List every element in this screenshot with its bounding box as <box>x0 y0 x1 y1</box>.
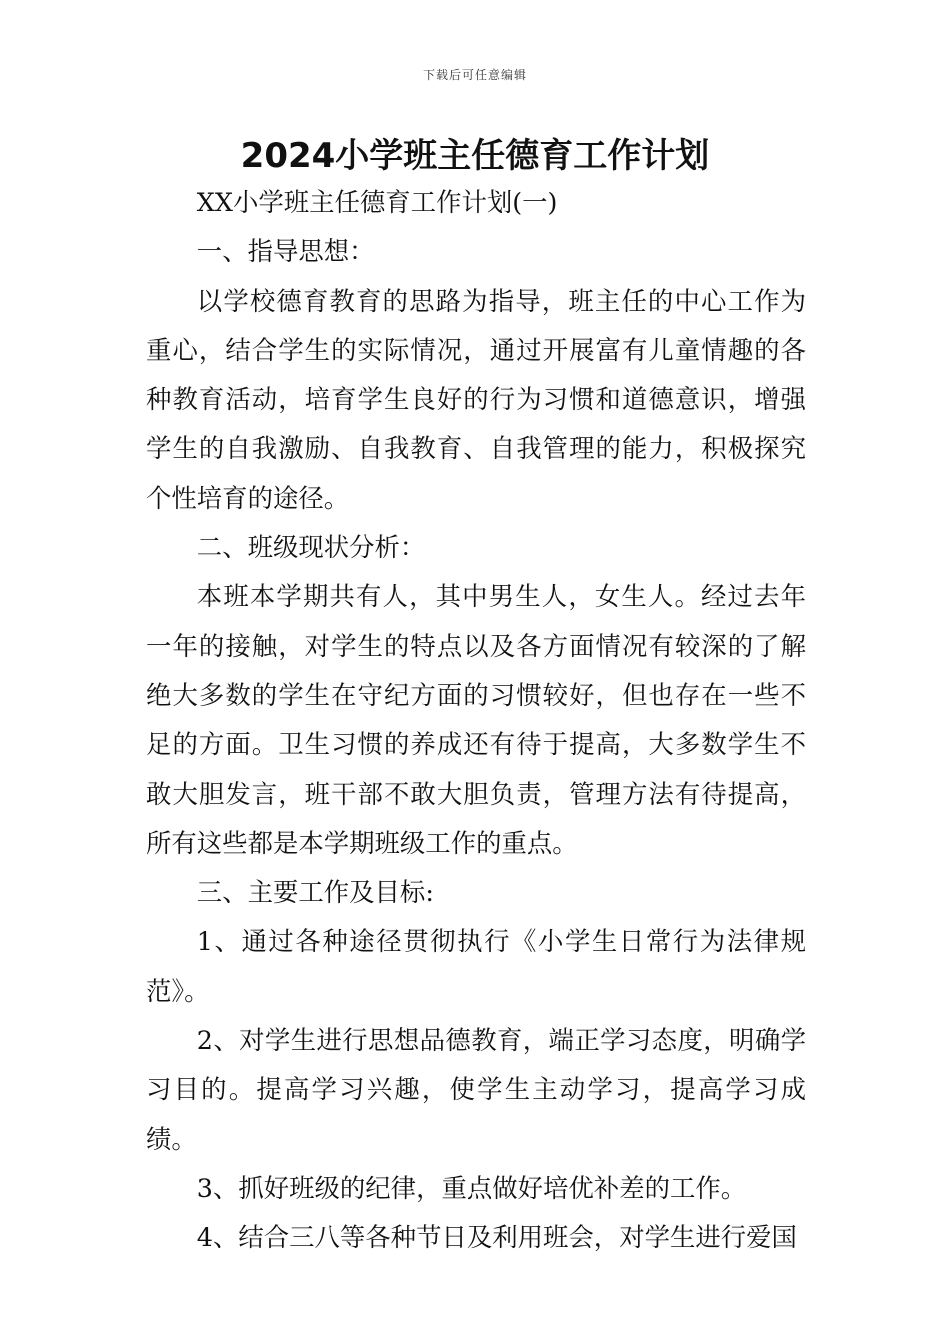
document-body <box>146 178 806 1263</box>
document-title: 2024小学班主任德育工作计划 <box>240 136 710 176</box>
section-heading-class-analysis: 二、班级现状分析： <box>196 532 426 563</box>
section-heading-guiding-ideology: 一、指导思想： <box>196 236 375 267</box>
section-heading-main-work: 三、主要工作及目标: <box>196 877 434 908</box>
list-item-2: 2、对学生进行思想品德教育，端正学习态度，明确学习目的。提高学习兴趣，使学生主动学习，提高学习成绩。 <box>146 1025 806 1154</box>
list-item-3: 3、抓好班级的纪律，重点做好培优补差的工作。 <box>196 1172 747 1203</box>
list-item-1: 1、通过各种途径贯彻执行《小学生日常行为法律规范》。 <box>146 926 806 1006</box>
subtitle-paragraph: XX小学班主任德育工作计划(一) <box>196 187 558 217</box>
body-paragraph: 本班本学期共有人，其中男生人，女生人。经过去年一年的接触，对学生的特点以及各方面情况有较深的了解绝大多数的学生在守纪方面的习惯较好，但也存在一些不足的方面。卫生习惯的养成还有待于提高，大多数学生不敢大胆发言，班干部不敢大胆负责，管理方法有待提高，所有这些都是本学期班级工作的重点。 <box>146 581 806 858</box>
body-paragraph: 以学校德育教育的思路为指导，班主任的中心工作为重心，结合学生的实际情况，通过开展富有儿童情趣的各种教育活动，培育学生良好的行为习惯和道德意识，增强学生的自我激励、自我教育、自我管理的能力，积极探究个性培育的途径。 <box>146 285 806 513</box>
list-item-4: 4、结合三八等各种节日及利用班会，对学生进行爱国 <box>196 1222 797 1253</box>
header-note: 下载后可任意编辑 <box>422 68 527 82</box>
